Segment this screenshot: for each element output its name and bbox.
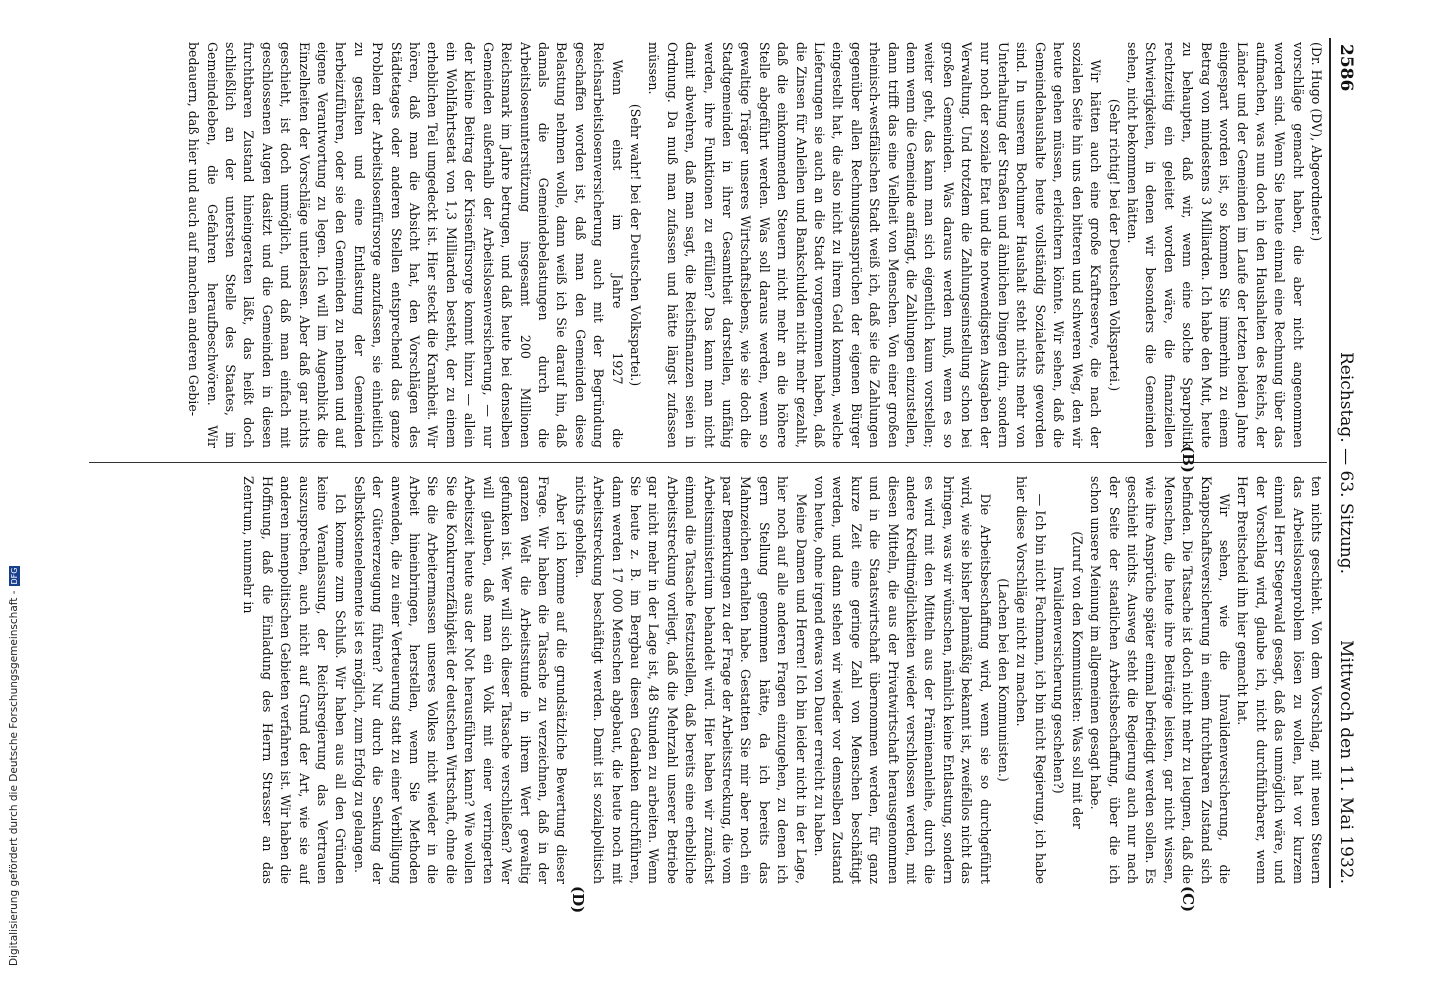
left-column — [95, 42, 1325, 448]
paragraph: Wenn einst im Jahre 1927 die Reichsarbeitslosenversicherung auch mit der Begründung geschaffen worden ist, daß man den Gemeinden diese Belastung nehmen wolle, dann weiß ich Sie darauf hin, daß damals die Gemeindebelastungen durch die Arbeitslosenunterstützung insgesamt 200 Millionen Reichsmark im Jahre betrugen, und daß heute bei denselben Gemeinden außerhalb der Arbeitslosenversicherung, — nur der kleine Beitrag der Krisenfürsorge kommt hinzu — allein ein Wohlfahrtsetat von 1,3 Milliarden besteht, der zu einem erheblichen Teil umgedeckt ist. Hier steckt die Krankheit. Wir hören, daß man die Absicht hat, den Vorschlägen des Städtetages oder anderen Stellen entsprechend das ganze Problem der Arbeitslosenfürsorge anzufassen, sie einheitlich zu gestalten und eine Entlastung der Gemeinden herbeizuführen, oder sie den Gemeinden zu nehmen und auf eigene Verantwortung zu legen. Ich will im Augenblick die Einzelheiten der Vorschläge unterlassen. Aber daß gar nichts geschieht, ist doch unmöglich, und daß man einfach mit geschlossenen Augen dasitzt und die Gemeinden in diesen furchtbaren Zustand hineingeraten läßt, das heißt doch schließlich an der untersten Stelle des Staates, im Gemeindeleben, die Gefahren heraufbeschwören. Wir bedauern, daß hier und auch auf manchen anderen Gebie- — [186, 42, 625, 448]
margin-marker-b: (B) — [1179, 446, 1197, 473]
paragraph: Wir sehen, wie die Invalidenversicherung, die Knappschaftsversicherung in einem furchtbaren Zustand sich befinden. Die Tatsache ist doch nicht mehr zu leugnen, daß die Menschen, die heute ihre Beiträge leisten, gar nicht wissen, wie ihre Ansprüche später einmal befriedigt werden sollen. Es geschieht nichts. Ausweg steht die Regierung auch nur nach der Seite der staatlichen Arbeitsbeschaffung, über die ich schon unsere Meinung im allgemeinen gesagt habe. — [1088, 476, 1232, 884]
paragraph: Wir hätten auch eine große Kraftreserve, die nach der sozialen Seite hin uns den bitteren und schweren Weg, den wir heute gehen müssen, erleichtern könnte. Wir sehen, daß die Gemeindehaushalte heute vollständig Sozialetats geworden sind. In unserem Bochumer Haushalt steht nichts mehr von Unterhaltung der Straßen und ähnlichen Dingen drin, sondern nur noch der soziale Etat und die notwendigsten Ausgaben der Verwaltung. Und trotzdem die Zahlungseinstellung schon bei großen Gemeinden. Was daraus werden muß, wenn es so weiter geht, das kann man sich eigentlich kaum vorstellen; denn wenn die Gemeinde anfängt, die Zahlungen einzustellen, dann trifft das eine Vielheit von Menschen. Von einer großen rheinisch-westfälischen Stadt weiß ich, daß sie die Zahlungen gegenüber allen Rechnungsansprüchen der eigenen Bürger eingestellt hat, die also nicht zu ihrem Geld kommen, welche Lieferungen sie auch an die Stadt vorgenommen haben, daß die Zinsen für Anleihen und Bankschulden nicht mehr gezahlt, daß die einkommenden Steuern nicht mehr an die höhere Stelle abgeführt werden. Was soll daraus werden, wenn so gewaltige Träger unseres Wirtschaftslebens, wie sie doch die Stadtgemeinden in ihrer Gesamtheit darstellen, unfähig werden, ihre Funktionen zu erfüllen? Das kann man nicht damit abwehren, daß man sagt, die Reichsfinanzen seien in Ordnung. Da muß man zufassen und hätte längst zufassen müssen. — [646, 42, 1104, 448]
digitization-note-text: Digitalisierung gefördert durch die Deutsche Forschungsgemeinschaft - — [8, 590, 20, 966]
rotated-page — [87, 38, 1357, 914]
paragraph: Aber ich komme auf die grundsätzliche Bewertung dieser Frage. Wir haben die Tatsache zu verzeichnen, daß in der ganzen Welt die Arbeitsstunde in ihrem Wert gewaltig gefunken ist. Wer will sich dieser Tatsache verschließen? Wer will glauben, daß man ein Volk mit einer verringerten Arbeitszeit heute aus der Not herausführen kann? Wie wollen Sie die Konkurrenzfähigkeit der deutschen Wirtschaft, ohne die Sie die Arbeitermassen unseres Volkes nicht wieder in die Arbeit hineinbringen, herstellen, wenn Sie Methoden anwenden, die zu einer Verteuerung statt zu einer Verbilligung der Gütererzeugung führen? Nur durch die Senkung der Selbstkostenelemente ist es möglich, zum Erfolg zu gelangen. — [351, 476, 570, 884]
paragraph: Die Arbeitsbeschaffung wird, wenn sie so durchgeführt wird, wie sie bisher planmäßig bekannt ist, zweifellos nicht das bringen, was wir wünschen, nämlich keine Entlastung, sondern es wird mit den Mitteln aus der Prämienanleihe, durch die andere Kreditmöglichkeiten wieder verschlossen werden, mit diesen Mitteln, die aus der Privatwirtschaft herausgenommen und in die Staatswirtschaft übernommen werden, für ganz kurze Zeit eine geringe Zahl von Menschen beschäftigt werden, und dann stehen wir wieder vor demselben Zustand von heute, ohne irgend etwas von Dauer erreicht zu haben. — [812, 476, 993, 884]
right-column — [95, 476, 1325, 884]
dfg-logo: DFG — [9, 567, 19, 585]
page-header — [1335, 38, 1357, 888]
paragraph: (Sehr wahr! bei der Deutschen Volkspartei.) — [627, 103, 643, 387]
paragraph: ten nichts geschieht. Von dem Vorschlag, mit neuen Steuern das Arbeitslosenproblem lösen zu wollen, hat vor kurzem einmal Herr Stegerwald gesagt, daß das unmöglich wäre, und der Vorschlag wird, glaube ich, nicht durchführbarer, wenn Herr Breitscheid ihn hier gemacht hat. — [1235, 476, 1324, 884]
paragraph: (Dr. Hugo (DV), Abgeordneter.) — [1309, 42, 1324, 242]
column-rule — [89, 462, 1327, 463]
paragraph: — Ich bin nicht Fachmann, ich bin nicht Regierung, ich habe hier diese Vorschläge nicht zu machen. — [1014, 476, 1048, 884]
paragraph: Ich komme zum Schluß. Wir haben aus all den Gründen keine Veranlassung, der Reichsregierung das Vertrauen auszusprechen, auch nicht auf Grund der Art, wie sie auf anderen innenpolitischen Gebieten verfahren ist. Wir haben die Hoffnung, daß die Einladung des Herrn Strasser an das Zentrum, nunmehr in — [241, 476, 349, 884]
header-date: Mittwoch den 11. Mai 1932. — [1336, 640, 1356, 884]
paragraph: (Lachen bei den Kommunisten.) — [996, 578, 1012, 782]
digitization-note — [6, 0, 22, 1000]
margin-marker-c: (C) — [1179, 886, 1197, 913]
margin-marker-d: (D) — [569, 886, 587, 914]
paragraph: (Zuruf von den Kommunisten: Was soll mit der Invalidenversicherung geschehen?) — [1051, 531, 1085, 829]
header-title: Reichstag. — 63. Sitzung. — [1336, 351, 1356, 575]
paragraph: (Sehr richtig! bei der Deutschen Volkspartei.) — [1106, 98, 1122, 392]
paragraph: Meine Damen und Herren! Ich bin leider nicht in der Lage, hier noch auf alle anderen Fragen einzugehen, zu denen ich gern Stellung genommen hätte, da ich bereits das Mahnzeichen erhalten habe. Gestatten Sie mir aber noch ein paar Bemerkungen zu der Frage der Arbeitsstreckung, die vom Arbeitsministerium behandelt wird. Hier haben wir zunächst einmal die Tatsache festzustellen, daß bereits eine erhebliche Arbeitsstreckung vorliegt, daß die Mehrzahl unserer Betriebe gar nicht mehr in der Lage ist, 48 Stunden zu arbeiten. Wenn Sie heute z. B. im Bergbau diesen Gedanken durchführen, dann werden 17 000 Menschen abgebaut, die heute noch mit Arbeitsstreckung beschäftigt werden. Damit ist sozialpolitisch nichts geholfen. — [572, 476, 809, 884]
page-number: 2586 — [1336, 44, 1356, 92]
header-rule — [1329, 38, 1331, 888]
paragraph: vorschläge gemacht haben, die aber nicht angenommen worden sind. Wenn Sie heute einmal eine Rechnung über das aufmachen, was nun doch in den Haushalten des Reichs, der Länder und der Gemeinden im Laufe der letzten beiden Jahre eingespart worden ist, so kommen Sie immerhin zu einem Betrag von mindestens 3 Milliarden. Ich habe den Mut, heute zu behaupten, daß wir, wenn eine solche Sparpolitik rechtzeitig ein geleitet worden wäre, die finanziellen Schwierigkeiten, in denen wir besonders die Gemeinden sehen, nicht bekommen hätten. — [1124, 42, 1306, 448]
